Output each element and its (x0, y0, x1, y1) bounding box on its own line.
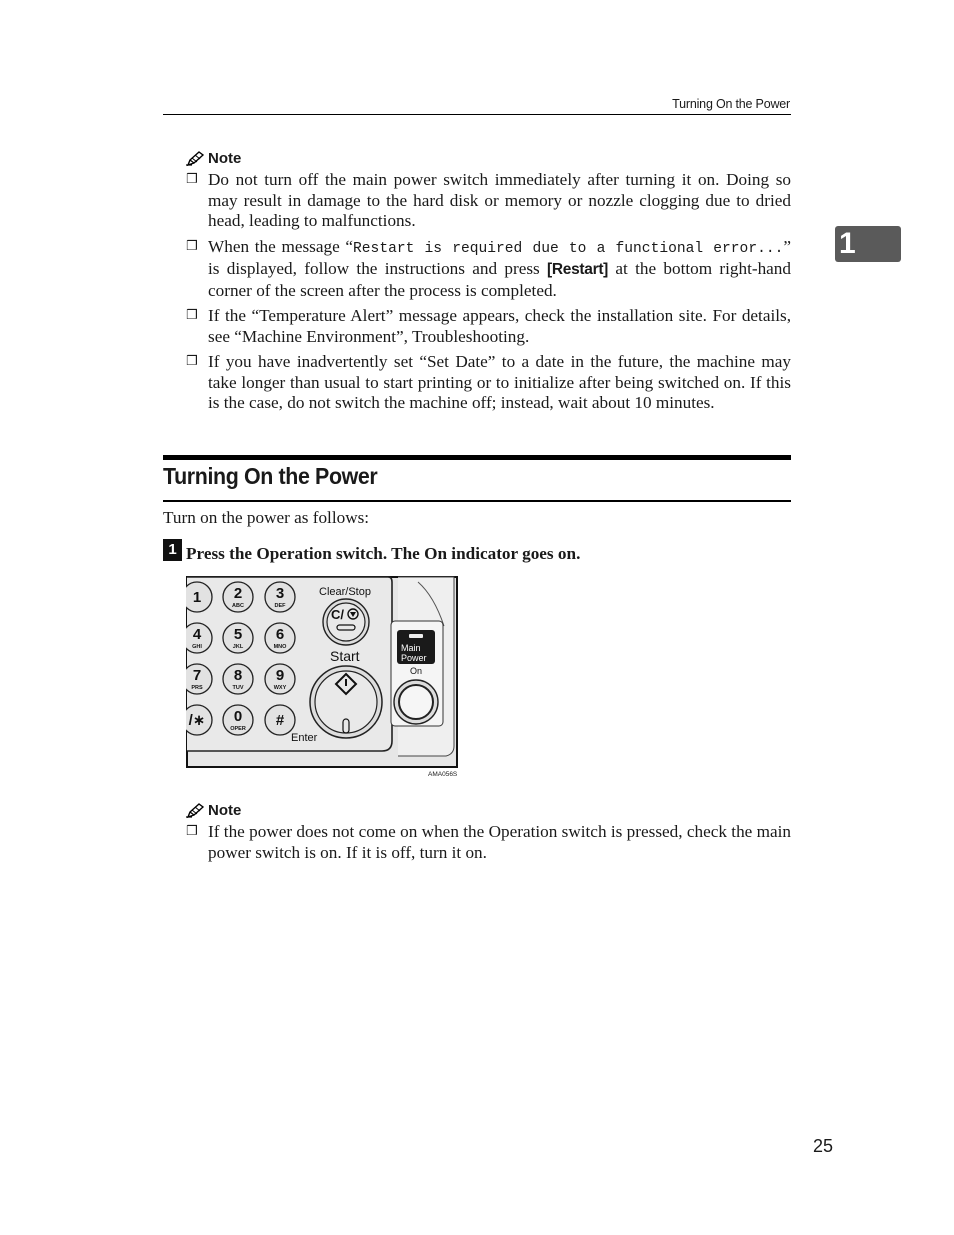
note-item-text: If you have inadvertently set “Set Date” to a date in the future, the machine may take longer than usual to start printing or to initialize after being switched on. If this is the case, do not switch the machine off; instead, wait about 10 minutes. (208, 352, 791, 412)
header-rule (163, 114, 791, 115)
keypad-key (223, 705, 253, 735)
step-text: Press the Operation switch. The On indicator goes on. (186, 544, 581, 563)
key-letters: DEF (274, 603, 286, 609)
start-label: Start (330, 648, 360, 664)
key-letters: WXY (273, 685, 287, 691)
key-digit: 1 (192, 589, 202, 606)
key-digit: 7 (192, 667, 202, 684)
note-item-text: Do not turn off the main power switch immediately after turning it on. Doing so may result in damage to the hard disk or memory or nozzle clogging due to dried head, leading to malfunctions. (208, 170, 791, 230)
key-digit: /∗ (188, 712, 206, 729)
pencil-icon (186, 803, 204, 819)
note-item-text: If the power does not come on when the Operation switch is pressed, check the main power switch is on. If it is off, turn it on. (208, 822, 791, 862)
note-heading (186, 150, 791, 167)
clear-stop-label: Clear/Stop (319, 586, 371, 598)
checkbox-icon: ❒ (186, 172, 198, 187)
keypad-key (186, 705, 212, 735)
note-list (186, 170, 791, 414)
control-panel-figure (186, 576, 458, 770)
key-digit: 5 (233, 626, 243, 643)
note-item (186, 237, 791, 302)
checkbox-icon: ❒ (186, 824, 198, 839)
text-segment: When the message “ (208, 236, 354, 256)
key-digit: # (275, 712, 285, 729)
text-segment: at the bottom right-hand corner of the screen after the process is completed. (208, 259, 791, 300)
key-digit: 8 (233, 667, 243, 684)
note-heading (186, 802, 791, 819)
note-item-text: If the “Temperature Alert” message appears, check the installation site. For details, see “Machine Environment”, Troubleshooting. (208, 306, 791, 346)
note-item (186, 352, 791, 414)
chapter-tab: 1 (835, 226, 901, 262)
keypad-key (186, 582, 212, 612)
key-digit: 0 (233, 708, 243, 725)
page-number: 25 (813, 1136, 834, 1156)
key-letters: JKL (232, 644, 244, 650)
checkbox-icon: ❒ (186, 238, 198, 254)
step-number: 1 (163, 539, 182, 561)
key-digit: 2 (233, 585, 243, 602)
note-block-2 (186, 802, 791, 868)
key-letters: TUV (232, 685, 244, 691)
checkbox-icon: ❒ (186, 308, 198, 323)
restart-key-label: [Restart] (547, 261, 609, 278)
pencil-icon (186, 151, 204, 167)
figure-code: AMA056S (428, 771, 458, 778)
section-title: Turning On the Power (163, 463, 378, 489)
section-intro: Turn on the power as follows: (163, 508, 370, 527)
text-segment: ” is displayed, follow the instructions and press (208, 236, 791, 278)
note-block-1 (186, 150, 791, 419)
key-digit: 9 (275, 667, 285, 684)
key-letters: ABC (232, 603, 244, 609)
key-letters: OPER (230, 726, 246, 732)
clear-symbol: C/ (331, 607, 344, 622)
note-heading-label: Note (208, 150, 242, 167)
note-heading-label: Note (208, 802, 242, 819)
note-item-text (208, 237, 791, 302)
note-item (186, 822, 791, 863)
key-digit: 3 (275, 585, 285, 602)
keypad-key (265, 705, 295, 735)
keypad-key (223, 582, 253, 612)
key-letters: GHI (192, 644, 202, 650)
main-power-label-2: Power (401, 653, 427, 663)
keypad-key (265, 623, 295, 653)
main-power-label-1: Main (401, 643, 421, 653)
section-top-rule (163, 455, 791, 460)
section-bottom-rule (163, 500, 791, 502)
keypad-key (223, 664, 253, 694)
key-digit: 6 (275, 626, 285, 643)
running-header: Turning On the Power (672, 97, 790, 111)
note-list (186, 822, 791, 863)
keypad-key (186, 664, 212, 694)
on-label: On (410, 666, 423, 676)
key-digit: 4 (192, 626, 202, 643)
keypad-key (186, 623, 212, 653)
keypad-key (265, 582, 295, 612)
key-letters: PRS (191, 685, 203, 691)
enter-label: Enter (291, 732, 318, 744)
note-item (186, 170, 791, 232)
key-letters: MNO (273, 644, 287, 650)
system-message: Restart is required due to a functional error... (353, 240, 784, 257)
note-item (186, 306, 791, 347)
keypad-key (265, 664, 295, 694)
keypad-key (223, 623, 253, 653)
checkbox-icon: ❒ (186, 354, 198, 369)
control-panel-illustration (186, 576, 458, 770)
